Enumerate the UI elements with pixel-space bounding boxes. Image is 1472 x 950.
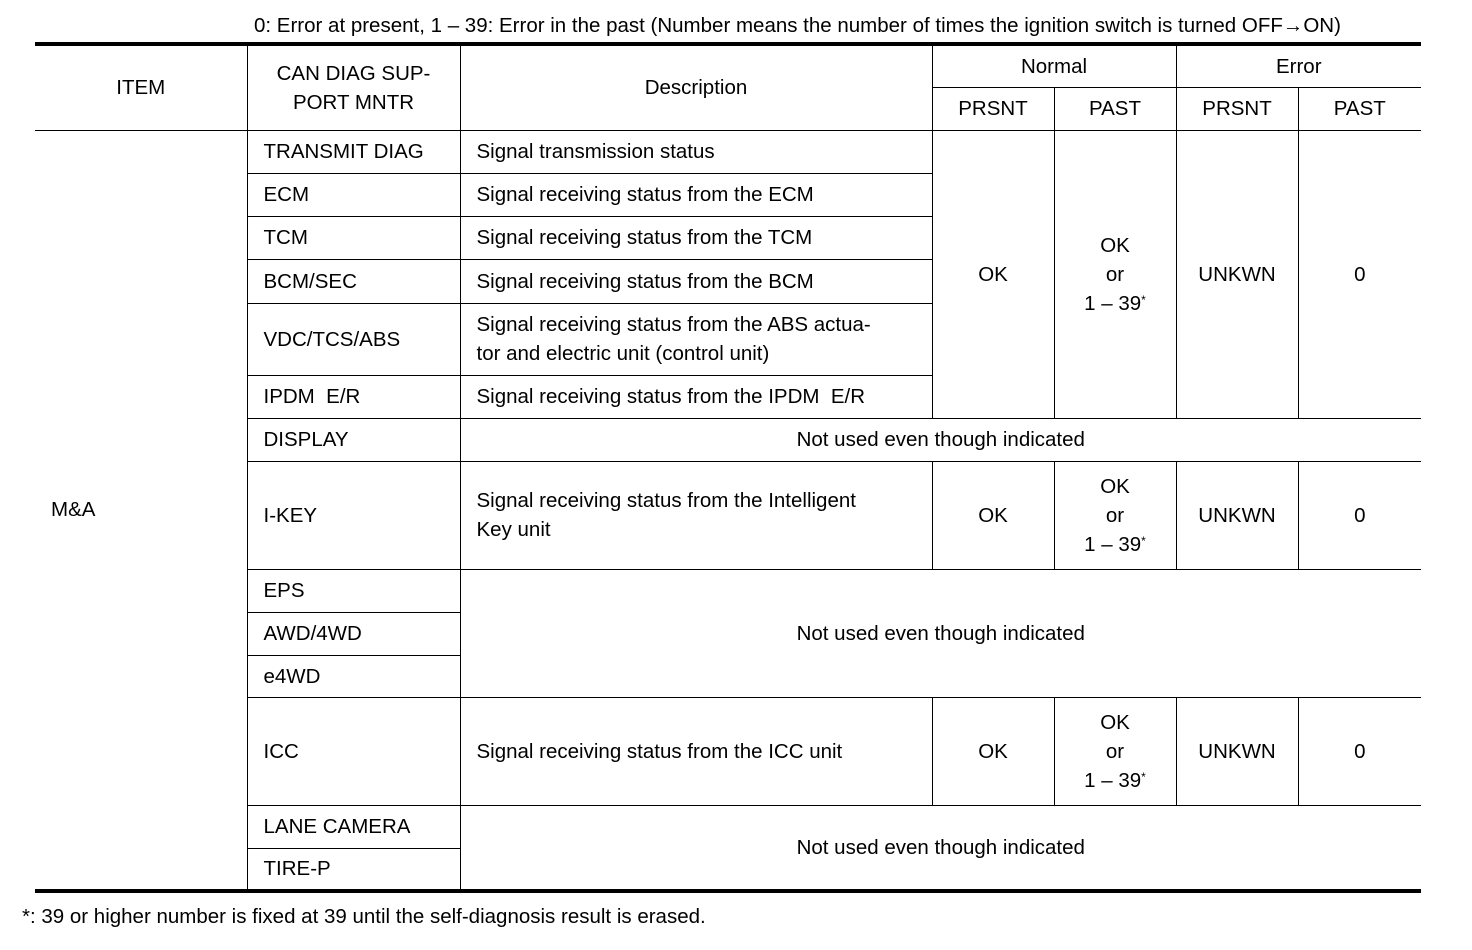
header-error-past: PAST: [1298, 87, 1421, 130]
row-desc: Signal receiving status from the TCM: [460, 216, 932, 259]
row-not-used: Not used even though indicated: [460, 805, 1421, 891]
row-name: I-KEY: [247, 461, 460, 569]
header-can-diag: [247, 44, 460, 130]
row-name: TCM: [247, 216, 460, 259]
header-item: ITEM: [35, 44, 247, 130]
footnote: *: 39 or higher number is fixed at 39 until the self-diagnosis result is erased.: [22, 905, 706, 928]
row-name: TRANSMIT DIAG: [247, 130, 460, 173]
footnote-mark: *: [1141, 769, 1146, 784]
past-ok: OK: [1100, 710, 1130, 734]
row-desc-line1: Signal receiving status from the Intelligent: [476, 489, 856, 512]
past-or: or: [1105, 503, 1125, 527]
row-name: TIRE-P: [247, 848, 460, 891]
row-desc: Signal transmission status: [460, 130, 932, 173]
row-name: BCM/SEC: [247, 259, 460, 303]
past-ok: OK: [1100, 233, 1130, 257]
row-name: VDC/TCS/ABS: [247, 303, 460, 375]
row-name: ICC: [247, 697, 460, 805]
normal-past-value: [1054, 697, 1176, 805]
item-cell: M&A: [35, 130, 247, 891]
footnote-mark: *: [1141, 533, 1146, 548]
row-desc: [460, 303, 932, 375]
normal-prsnt-value: OK: [932, 130, 1054, 418]
header-error: Error: [1176, 44, 1421, 87]
past-or: or: [1105, 262, 1125, 286]
error-past-value: 0: [1298, 130, 1421, 418]
normal-past-value: [1054, 130, 1176, 418]
error-prsnt-value: UNKWN: [1176, 697, 1298, 805]
row-desc-line2: Key unit: [476, 518, 551, 541]
header-can-diag-line1: CAN DIAG SUP-: [276, 61, 431, 85]
header-normal-prsnt: PRSNT: [932, 87, 1054, 130]
row-desc: [460, 461, 932, 569]
header-normal-past: PAST: [1054, 87, 1176, 130]
row-name: IPDM E/R: [247, 375, 460, 418]
row-desc-line1: Signal receiving status from the ABS actua-: [476, 313, 871, 336]
past-range: 1 – 39: [1084, 532, 1142, 556]
row-name: LANE CAMERA: [247, 805, 460, 848]
error-past-value: 0: [1298, 697, 1421, 805]
row-not-used: Not used even though indicated: [460, 569, 1421, 697]
normal-prsnt-value: OK: [932, 461, 1054, 569]
header-error-prsnt: PRSNT: [1176, 87, 1298, 130]
header-normal: Normal: [932, 44, 1176, 87]
normal-past-value: [1054, 461, 1176, 569]
row-desc: Signal receiving status from the BCM: [460, 259, 932, 303]
row-desc: Signal receiving status from the IPDM E/R: [460, 375, 932, 418]
row-name: AWD/4WD: [247, 612, 460, 655]
header-can-diag-line2: PORT MNTR: [292, 90, 415, 114]
top-note: 0: Error at present, 1 – 39: Error in the past (Number means the number of times the ignition switch is turned OFF→ON): [254, 14, 1341, 37]
row-desc: Signal receiving status from the ICC unit: [460, 697, 932, 805]
error-past-value: 0: [1298, 461, 1421, 569]
normal-prsnt-value: OK: [932, 697, 1054, 805]
row-desc: Signal receiving status from the ECM: [460, 173, 932, 216]
past-range: 1 – 39: [1084, 768, 1142, 792]
can-diag-table: [35, 42, 1421, 893]
error-prsnt-value: UNKWN: [1176, 461, 1298, 569]
header-description: Description: [460, 44, 932, 130]
past-range: 1 – 39: [1084, 291, 1142, 315]
footnote-mark: *: [1141, 292, 1146, 307]
row-desc-line2: tor and electric unit (control unit): [476, 342, 770, 365]
row-not-used: Not used even though indicated: [460, 418, 1421, 461]
past-or: or: [1105, 739, 1125, 763]
row-name: DISPLAY: [247, 418, 460, 461]
row-name: e4WD: [247, 655, 460, 697]
row-name: ECM: [247, 173, 460, 216]
row-name: EPS: [247, 569, 460, 612]
error-prsnt-value: UNKWN: [1176, 130, 1298, 418]
past-ok: OK: [1100, 474, 1130, 498]
